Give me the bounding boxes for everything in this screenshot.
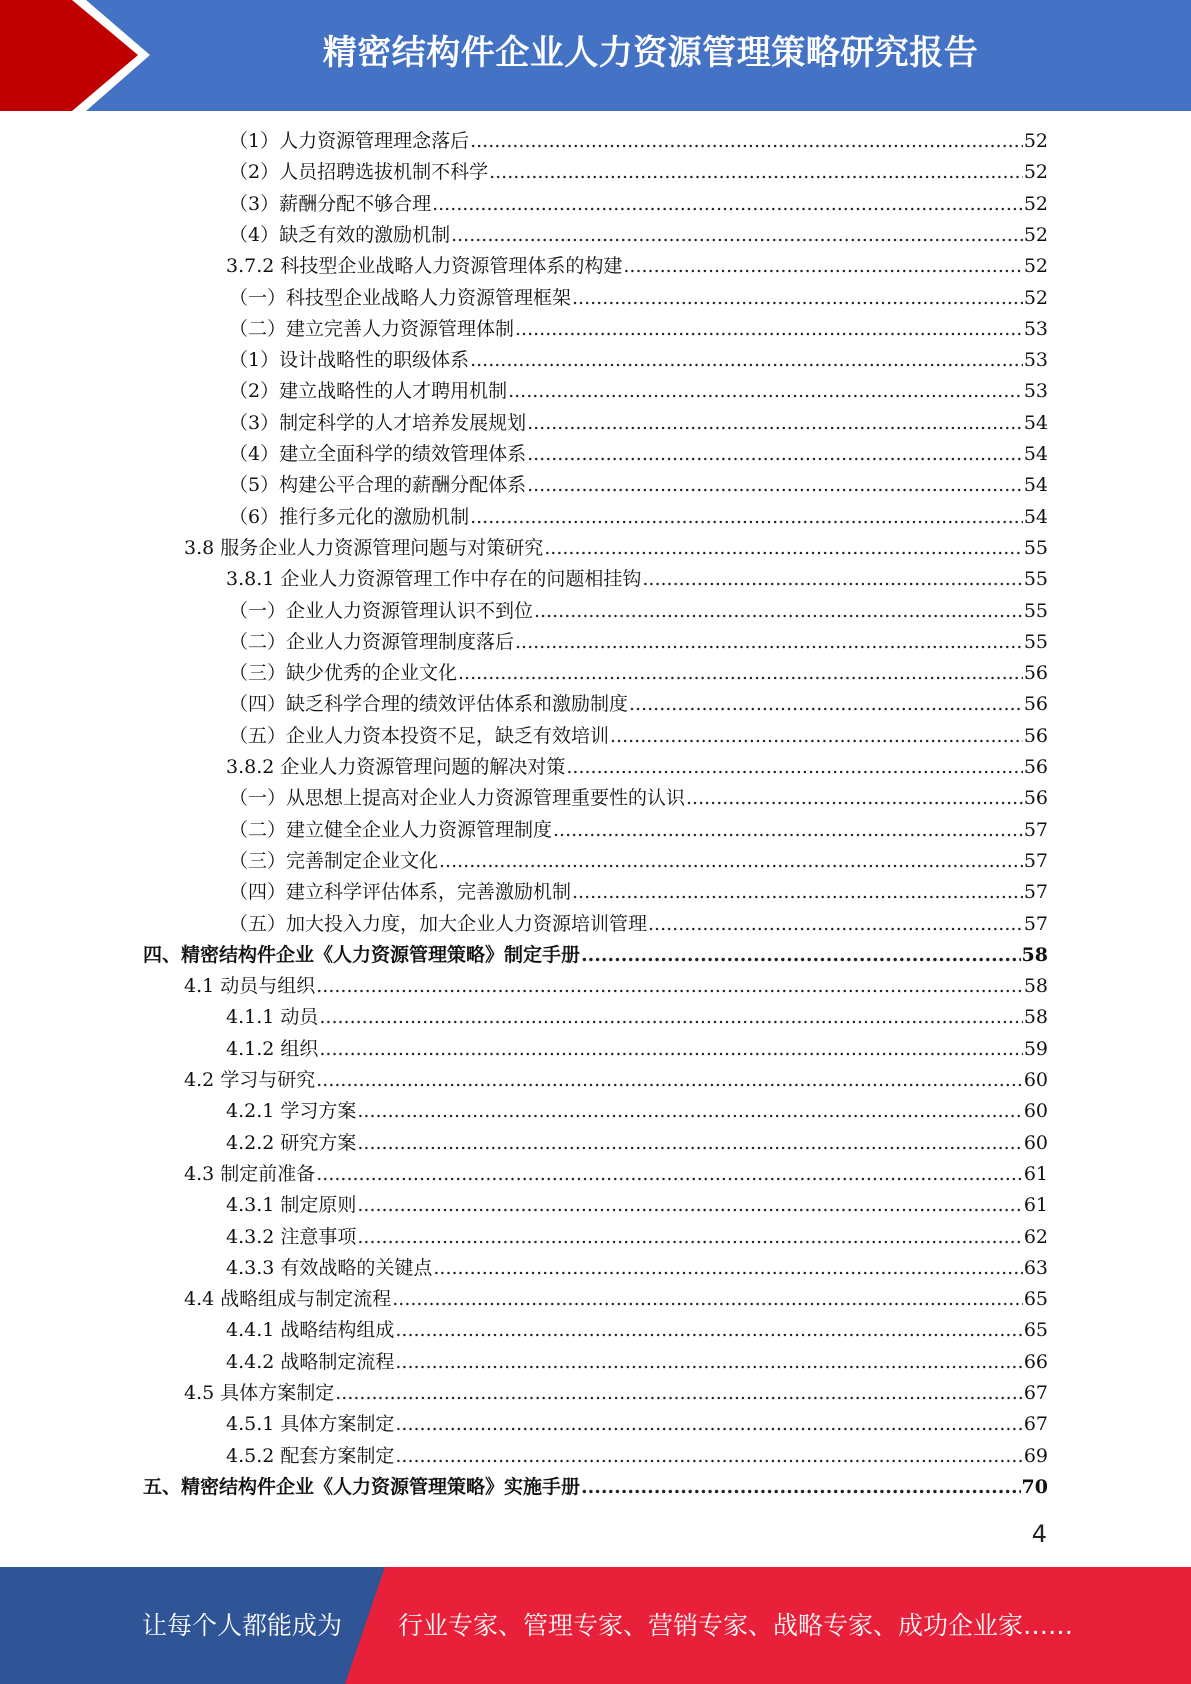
- toc-entry-label: （四）缺乏科学合理的绩效评估体系和激励制度: [229, 693, 629, 715]
- toc-leader-dots: [489, 157, 1023, 188]
- toc-entry-page: 56: [1023, 662, 1048, 684]
- toc-leader-dots: [433, 1253, 1022, 1284]
- toc-entry-label: 4.3 制定前准备: [184, 1163, 316, 1185]
- toc-entry-label: （4）建立全面科学的绩效管理体系: [229, 443, 527, 465]
- toc-leader-dots: [395, 1441, 1022, 1472]
- toc-leader-dots: [610, 721, 1023, 752]
- toc-entry-label: （四）建立科学评估体系，完善激励机制: [229, 881, 572, 903]
- toc-leader-dots: [544, 533, 1023, 564]
- toc-leader-dots: [395, 1409, 1022, 1440]
- toc-leader-dots: [534, 596, 1023, 627]
- toc-leader-dots: [648, 909, 1023, 940]
- toc-leader-dots: [527, 439, 1023, 470]
- toc-leader-dots: [316, 971, 1023, 1002]
- toc-entry-label: （2）建立战略性的人才聘用机制: [229, 380, 508, 402]
- toc-entry-page: 70: [1021, 1476, 1048, 1498]
- toc-entry-page: 56: [1023, 693, 1048, 715]
- header-red-arrow: [0, 0, 150, 111]
- toc-entry[interactable]: [229, 189, 1048, 220]
- toc-entry-label: （二）企业人力资源管理制度落后: [229, 631, 515, 653]
- toc-entry-page: 66: [1023, 1351, 1048, 1373]
- toc-leader-dots: [451, 220, 1023, 251]
- toc-leader-dots: [357, 1096, 1022, 1127]
- toc-entry-label: 4.5 具体方案制定: [184, 1382, 335, 1404]
- toc-leader-dots: [508, 376, 1023, 407]
- toc-entry-page: 61: [1023, 1194, 1048, 1216]
- toc-entry[interactable]: [229, 689, 1048, 720]
- toc-entry[interactable]: [226, 752, 1048, 783]
- toc-leader-dots: [395, 1315, 1022, 1346]
- toc-entry[interactable]: [226, 564, 1048, 595]
- toc-entry-label: 4.2.1 学习方案: [226, 1100, 357, 1122]
- toc-entry[interactable]: [229, 502, 1048, 533]
- toc-entry-page: 57: [1023, 913, 1048, 935]
- toc-entry-page: 56: [1023, 725, 1048, 747]
- toc-entry-label: 4.3.3 有效战略的关键点: [226, 1257, 433, 1279]
- toc-entry-label: 4.4.2 战略制定流程: [226, 1351, 395, 1373]
- toc-entry-page: 63: [1023, 1257, 1048, 1279]
- toc-entry-page: 67: [1023, 1382, 1048, 1404]
- toc-leader-dots: [515, 627, 1023, 658]
- toc-entry-label: 4.1.2 组织: [226, 1038, 319, 1060]
- toc-entry[interactable]: [229, 721, 1048, 752]
- toc-leader-dots: [581, 940, 1021, 971]
- toc-entry-label: （三）缺少优秀的企业文化: [229, 662, 458, 684]
- toc-entry-page: 54: [1023, 443, 1048, 465]
- toc-leader-dots: [527, 408, 1023, 439]
- toc-entry[interactable]: [229, 627, 1048, 658]
- toc-entry[interactable]: [229, 439, 1048, 470]
- toc-entry-page: 59: [1023, 1038, 1048, 1060]
- toc-leader-dots: [581, 1472, 1021, 1503]
- toc-entry-label: 4.3.2 注意事项: [226, 1226, 357, 1248]
- toc-entry[interactable]: [184, 1378, 1048, 1409]
- toc-entry-label: （3）薪酬分配不够合理: [229, 193, 432, 215]
- toc-entry-label: （3）制定科学的人才培养发展规划: [229, 412, 527, 434]
- toc-entry-page: 52: [1023, 224, 1048, 246]
- toc-entry-label: 4.2 学习与研究: [184, 1069, 316, 1091]
- toc-entry-page: 65: [1023, 1319, 1048, 1341]
- toc-entry-page: 62: [1023, 1226, 1048, 1248]
- toc-entry-page: 55: [1023, 537, 1048, 559]
- toc-entry[interactable]: [226, 1002, 1048, 1033]
- toc-leader-dots: [319, 1002, 1022, 1033]
- toc-leader-dots: [458, 658, 1023, 689]
- toc-entry[interactable]: [226, 1096, 1048, 1127]
- page-footer: [0, 1567, 1191, 1684]
- toc-entry-label: 4.5.1 具体方案制定: [226, 1413, 395, 1435]
- toc-leader-dots: [642, 564, 1022, 595]
- footer-slogan-right: 行业专家、管理专家、营销专家、战略专家、成功企业家……: [398, 1611, 1074, 1640]
- toc-entry[interactable]: [229, 408, 1048, 439]
- toc-entry-label: （五）加大投入力度，加大企业人力资源培训管理: [229, 913, 648, 935]
- toc-entry[interactable]: [143, 940, 1048, 971]
- toc-entry-page: 57: [1023, 850, 1048, 872]
- toc-leader-dots: [553, 815, 1023, 846]
- toc-leader-dots: [686, 783, 1023, 814]
- toc-leader-dots: [470, 502, 1023, 533]
- toc-leader-dots: [335, 1378, 1023, 1409]
- toc-entry-label: 四、精密结构件企业《人力资源管理策略》制定手册: [143, 944, 581, 966]
- toc-entry-page: 52: [1023, 193, 1048, 215]
- toc-entry-page: 54: [1023, 412, 1048, 434]
- toc-leader-dots: [515, 314, 1023, 345]
- toc-entry-page: 55: [1023, 600, 1048, 622]
- toc-entry-page: 61: [1023, 1163, 1048, 1185]
- page-header: [0, 0, 1191, 111]
- toc-entry[interactable]: [226, 1222, 1048, 1253]
- toc-entry[interactable]: [229, 126, 1048, 157]
- toc-entry[interactable]: [226, 1128, 1048, 1159]
- toc-entry-label: （2）人员招聘选拔机制不科学: [229, 161, 489, 183]
- toc-entry[interactable]: [184, 971, 1048, 1002]
- toc-entry-page: 60: [1023, 1069, 1048, 1091]
- toc-entry-page: 58: [1023, 1006, 1048, 1028]
- toc-leader-dots: [566, 752, 1022, 783]
- header-arrow-decoration: [0, 0, 170, 111]
- toc-entry-label: 4.4.1 战略结构组成: [226, 1319, 395, 1341]
- toc-entry[interactable]: [229, 877, 1048, 908]
- toc-leader-dots: [357, 1222, 1022, 1253]
- toc-entry[interactable]: [229, 815, 1048, 846]
- toc-leader-dots: [395, 1347, 1022, 1378]
- toc-entry[interactable]: [226, 1190, 1048, 1221]
- toc-entry[interactable]: [226, 1441, 1048, 1472]
- toc-entry-page: 53: [1023, 349, 1048, 371]
- footer-slogan-left: 让每个人都能成为: [142, 1611, 343, 1640]
- toc-entry[interactable]: [229, 220, 1048, 251]
- toc-leader-dots: [319, 1034, 1022, 1065]
- toc-entry-page: 56: [1023, 756, 1048, 778]
- toc-entry-page: 57: [1023, 819, 1048, 841]
- toc-entry[interactable]: [184, 1065, 1048, 1096]
- toc-entry-page: 55: [1023, 568, 1048, 590]
- toc-entry-page: 65: [1023, 1288, 1048, 1310]
- toc-entry-page: 69: [1023, 1445, 1048, 1467]
- toc-entry-page: 60: [1023, 1132, 1048, 1154]
- toc-leader-dots: [470, 345, 1023, 376]
- toc-entry[interactable]: [184, 533, 1048, 564]
- toc-leader-dots: [357, 1190, 1022, 1221]
- toc-entry-label: （五）企业人力资本投资不足，缺乏有效培训: [229, 725, 610, 747]
- toc-entry-page: 53: [1023, 380, 1048, 402]
- toc-entry-label: （1）设计战略性的职级体系: [229, 349, 470, 371]
- toc-leader-dots: [316, 1065, 1023, 1096]
- toc-entry[interactable]: [229, 314, 1048, 345]
- toc-entry-page: 54: [1023, 474, 1048, 496]
- toc-entry-label: （一）科技型企业战略人力资源管理框架: [229, 287, 572, 309]
- toc-entry-page: 52: [1023, 255, 1048, 277]
- toc-entry[interactable]: [226, 1253, 1048, 1284]
- toc-entry-label: 4.4 战略组成与制定流程: [184, 1288, 392, 1310]
- toc-entry-label: 4.1 动员与组织: [184, 975, 316, 997]
- toc-entry-page: 67: [1023, 1413, 1048, 1435]
- toc-leader-dots: [572, 877, 1023, 908]
- toc-entry-page: 52: [1023, 130, 1048, 152]
- toc-entry-page: 53: [1023, 318, 1048, 340]
- toc-entry-label: （4）缺乏有效的激励机制: [229, 224, 451, 246]
- toc-entry[interactable]: [226, 1034, 1048, 1065]
- toc-entry[interactable]: [184, 1284, 1048, 1315]
- toc-leader-dots: [439, 846, 1023, 877]
- toc-entry-label: （二）建立完善人力资源管理体制: [229, 318, 515, 340]
- toc-entry-page: 52: [1023, 287, 1048, 309]
- toc-entry-label: 4.3.1 制定原则: [226, 1194, 357, 1216]
- toc-leader-dots: [629, 689, 1023, 720]
- toc-entry-page: 55: [1023, 631, 1048, 653]
- toc-entry[interactable]: [226, 1409, 1048, 1440]
- toc-entry[interactable]: [229, 909, 1048, 940]
- toc-entry-label: 4.2.2 研究方案: [226, 1132, 357, 1154]
- toc-entry-page: 58: [1023, 975, 1048, 997]
- toc-entry[interactable]: [229, 157, 1048, 188]
- toc-entry-label: 4.1.1 动员: [226, 1006, 319, 1028]
- toc-entry[interactable]: [229, 658, 1048, 689]
- toc-leader-dots: [392, 1284, 1023, 1315]
- toc-leader-dots: [357, 1128, 1022, 1159]
- toc-entry-label: 3.7.2 科技型企业战略人力资源管理体系的构建: [226, 255, 623, 277]
- toc-entry-label: （5）构建公平合理的薪酬分配体系: [229, 474, 527, 496]
- toc-entry-label: 3.8.2 企业人力资源管理问题的解决对策: [226, 756, 566, 778]
- toc-entry-page: 56: [1023, 787, 1048, 809]
- toc-entry-page: 57: [1023, 881, 1048, 903]
- toc-leader-dots: [470, 126, 1023, 157]
- toc-entry[interactable]: [229, 345, 1048, 376]
- toc-entry-label: （6）推行多元化的激励机制: [229, 506, 470, 528]
- toc-entry[interactable]: [143, 1472, 1048, 1503]
- toc-entry[interactable]: [184, 1159, 1048, 1190]
- toc-leader-dots: [572, 283, 1023, 314]
- toc-entry-page: 52: [1023, 161, 1048, 183]
- toc-entry[interactable]: [226, 251, 1048, 282]
- toc-entry[interactable]: [229, 283, 1048, 314]
- toc-entry-label: （1）人力资源管理理念落后: [229, 130, 470, 152]
- toc-entry-label: （一）从思想上提高对企业人力资源管理重要性的认识: [229, 787, 686, 809]
- toc-entry-label: 3.8 服务企业人力资源管理问题与对策研究: [184, 537, 544, 559]
- toc-entry-page: 58: [1021, 944, 1048, 966]
- toc-entry[interactable]: [229, 596, 1048, 627]
- page-number: 4: [1031, 1520, 1047, 1548]
- toc-entry-page: 54: [1023, 506, 1048, 528]
- toc-leader-dots: [316, 1159, 1023, 1190]
- toc-leader-dots: [623, 251, 1022, 282]
- header-title: 精密结构件企业人力资源管理策略研究报告: [322, 33, 979, 73]
- toc-entry-label: 4.5.2 配套方案制定: [226, 1445, 395, 1467]
- toc-entry-label: 3.8.1 企业人力资源管理工作中存在的问题相挂钩: [226, 568, 642, 590]
- toc-entry[interactable]: [226, 1347, 1048, 1378]
- toc-leader-dots: [432, 189, 1023, 220]
- toc-entry-page: 60: [1023, 1100, 1048, 1122]
- toc-entry-label: （一）企业人力资源管理认识不到位: [229, 600, 534, 622]
- toc-entry[interactable]: [226, 1315, 1048, 1346]
- toc-entry-label: （三）完善制定企业文化: [229, 850, 439, 872]
- toc-entry[interactable]: [229, 846, 1048, 877]
- toc-entry[interactable]: [229, 376, 1048, 407]
- toc-entry[interactable]: [229, 783, 1048, 814]
- toc-entry-label: （二）建立健全企业人力资源管理制度: [229, 819, 553, 841]
- toc-entry[interactable]: [229, 470, 1048, 501]
- toc-entry-label: 五、精密结构件企业《人力资源管理策略》实施手册: [143, 1476, 581, 1498]
- toc-leader-dots: [527, 470, 1023, 501]
